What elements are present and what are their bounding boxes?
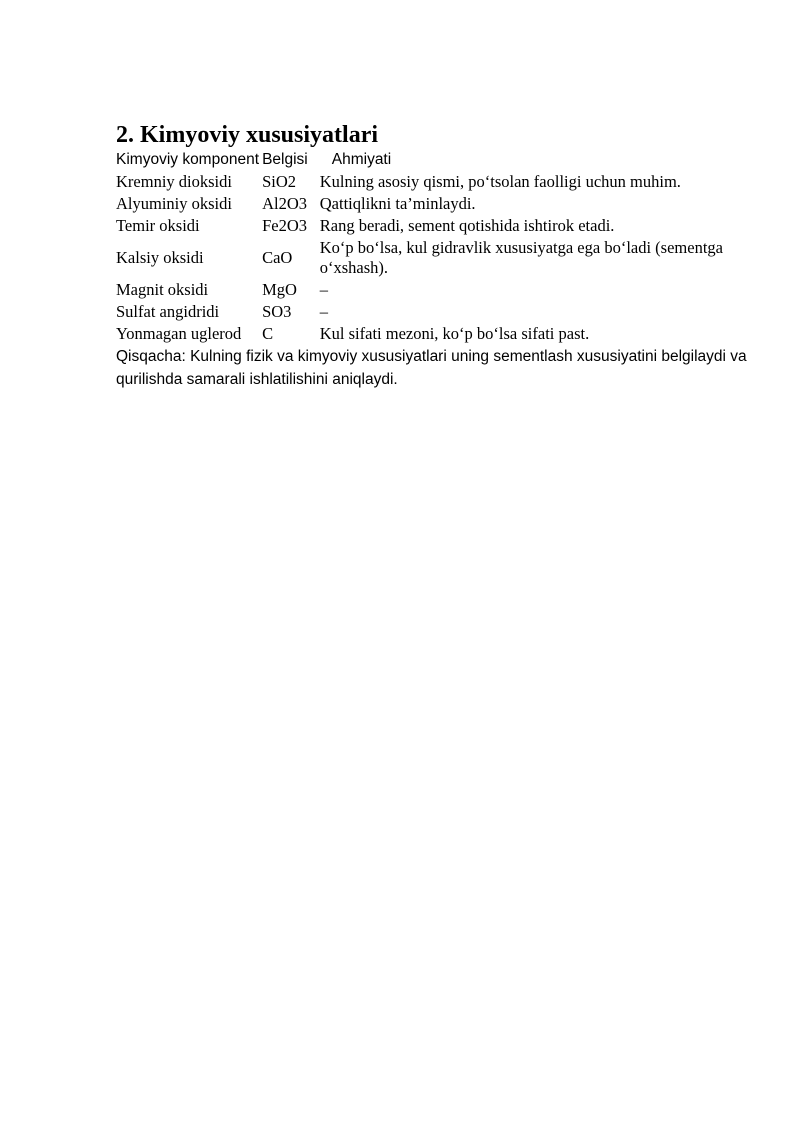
cell-symbol: Fe2O3 [262, 216, 308, 235]
cell-component: Yonmagan uglerod [116, 324, 242, 343]
cell-significance: Kul sifati mezoni, ko‘p bo‘lsa sifati past. [319, 324, 590, 343]
cell-symbol: SO3 [262, 302, 292, 321]
cell-component: Alyuminiy oksidi [116, 194, 232, 213]
cell-component: Magnit oksidi [116, 280, 209, 299]
section-title: 2. Kimyoviy xususiyatlari [116, 122, 379, 148]
cell-symbol: Al2O3 [262, 194, 308, 213]
table-row [116, 279, 756, 301]
cell-component: Kremniy dioksidi [116, 172, 232, 191]
cell-symbol: SiO2 [262, 172, 297, 191]
page-content [116, 121, 756, 391]
cell-component: Sulfat angidridi [116, 302, 220, 321]
chemical-properties-table [116, 149, 756, 345]
cell-significance: Ko‘p bo‘lsa, kul gidravlik xususiyatga ega bo‘ladi (sementga o‘xshash). [319, 238, 723, 277]
header-symbol: Belgisi [262, 151, 308, 168]
cell-symbol: C [262, 324, 274, 343]
cell-significance: Rang beradi, sement qotishida ishtirok etadi. [319, 216, 615, 235]
table-header-row [116, 149, 756, 171]
table-row [116, 171, 756, 193]
cell-significance: Kulning asosiy qismi, po‘tsolan faolligi uchun muhim. [319, 172, 681, 191]
cell-significance: – [319, 302, 328, 321]
header-significance: Ahmiyati [331, 151, 392, 168]
cell-significance: Qattiqlikni ta’minlaydi. [319, 194, 476, 213]
table-row [116, 301, 756, 323]
table-row [116, 237, 756, 279]
table-row [116, 215, 756, 237]
cell-component: Kalsiy oksidi [116, 248, 204, 267]
summary-paragraph: Qisqacha: Kulning fizik va kimyoviy xususiyatlari uning sementlash xususiyatini belgilaydi va qurilishda samarali ishlatilishini aniqlaydi. [116, 348, 747, 388]
table-row [116, 193, 756, 215]
table-row [116, 323, 756, 345]
cell-significance: – [319, 280, 328, 299]
cell-component: Temir oksidi [116, 216, 200, 235]
cell-symbol: CaO [262, 248, 293, 267]
header-component: Kimyoviy komponent [116, 151, 260, 168]
cell-symbol: MgO [262, 280, 297, 299]
